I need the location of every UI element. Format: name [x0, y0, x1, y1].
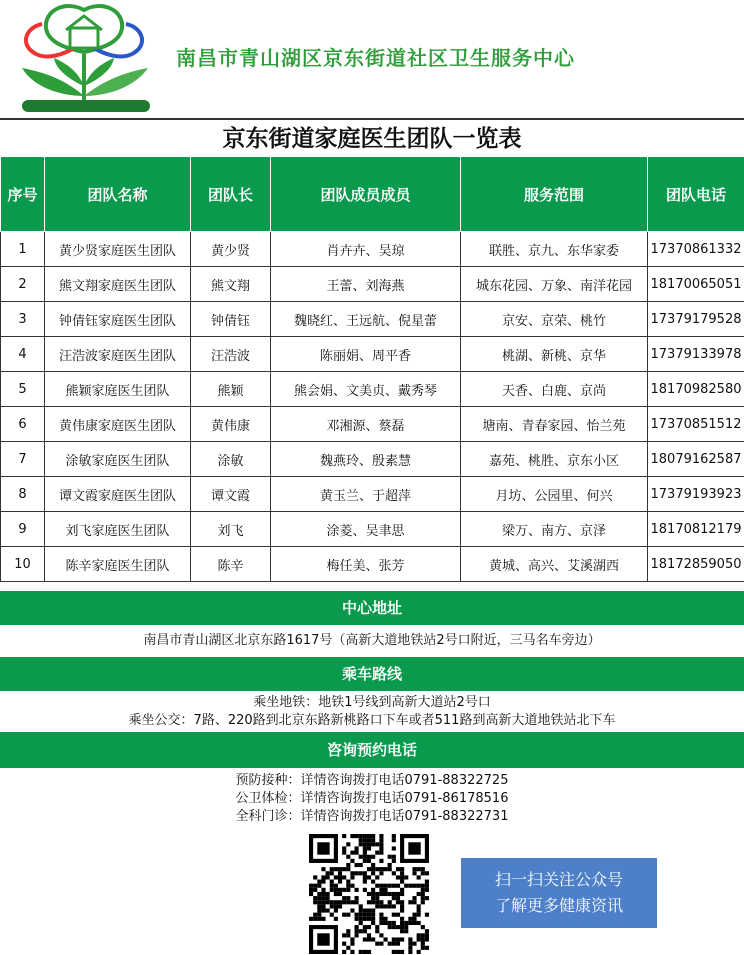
table-cell: 桃湖、新桃、京华	[461, 337, 648, 372]
table-cell: 17379179528	[648, 302, 744, 337]
route-bus: 乘坐公交：7路、220路到北京东路新桃路口下车或者511路到高新大道地铁站北下车	[0, 712, 744, 730]
column-header: 团队成员成员	[271, 157, 461, 232]
team-table	[0, 156, 744, 582]
consult-line: 全科门诊：详情咨询拨打电话0791-88322731	[0, 808, 744, 826]
table-cell: 黄少贤家庭医生团队	[45, 232, 191, 267]
table-row	[1, 442, 744, 477]
table-cell: 汪浩波	[191, 337, 271, 372]
table-cell: 8	[1, 477, 45, 512]
table-cell: 10	[1, 547, 45, 582]
table-cell: 邓湘源、蔡磊	[271, 407, 461, 442]
table-cell: 17379193923	[648, 477, 744, 512]
table-cell: 黄玉兰、于超萍	[271, 477, 461, 512]
table-cell: 肖卉卉、吴琼	[271, 232, 461, 267]
table-cell: 黄伟康家庭医生团队	[45, 407, 191, 442]
table-cell: 京安、京荣、桃竹	[461, 302, 648, 337]
table-cell: 陈辛	[191, 547, 271, 582]
table-cell: 18170065051	[648, 267, 744, 302]
center-logo	[14, 2, 156, 114]
address-text: 南昌市青山湖区北京东路1617号（高新大道地铁站2号口附近，三马名车旁边）	[0, 627, 744, 655]
table-cell: 17370851512	[648, 407, 744, 442]
route-heading: 乘车路线	[0, 657, 744, 691]
table-cell: 汪浩波家庭医生团队	[45, 337, 191, 372]
table-cell: 熊会娟、文美贞、戴秀琴	[271, 372, 461, 407]
qr-code	[309, 834, 429, 954]
table-cell: 梁万、南方、京泽	[461, 512, 648, 547]
table-cell: 3	[1, 302, 45, 337]
table-cell: 18079162587	[648, 442, 744, 477]
table-cell: 嘉苑、桃胜、京东小区	[461, 442, 648, 477]
table-cell: 梅任美、张芳	[271, 547, 461, 582]
document-title: 京东街道家庭医生团队一览表	[0, 118, 744, 156]
table-cell: 城东花园、万象、南洋花园	[461, 267, 648, 302]
table-cell: 熊颖家庭医生团队	[45, 372, 191, 407]
table-cell: 18170982580	[648, 372, 744, 407]
table-row	[1, 267, 744, 302]
table-cell: 2	[1, 267, 45, 302]
table-cell: 谭文霞	[191, 477, 271, 512]
table-cell: 涂敏家庭医生团队	[45, 442, 191, 477]
table-row	[1, 547, 744, 582]
table-cell: 17370861332	[648, 232, 744, 267]
table-cell: 熊文翔家庭医生团队	[45, 267, 191, 302]
table-cell: 熊颖	[191, 372, 271, 407]
table-cell: 钟倩钰家庭医生团队	[45, 302, 191, 337]
table-row	[1, 232, 744, 267]
column-header: 团队名称	[45, 157, 191, 232]
table-cell: 联胜、京九、东华家委	[461, 232, 648, 267]
table-row	[1, 337, 744, 372]
table-cell: 17379133978	[648, 337, 744, 372]
table-cell: 塘南、青春家园、怡兰苑	[461, 407, 648, 442]
table-cell: 魏晓红、王远航、倪星蕾	[271, 302, 461, 337]
table-cell: 月坊、公园里、何兴	[461, 477, 648, 512]
consult-line: 预防接种：详情咨询拨打电话0791-88322725	[0, 772, 744, 790]
table-cell: 黄伟康	[191, 407, 271, 442]
header	[0, 0, 744, 118]
table-cell: 7	[1, 442, 45, 477]
table-cell: 刘飞家庭医生团队	[45, 512, 191, 547]
table-cell: 1	[1, 232, 45, 267]
address-heading: 中心地址	[0, 591, 744, 625]
table-cell: 王蕾、刘海燕	[271, 267, 461, 302]
table-row	[1, 407, 744, 442]
table-cell: 黄城、高兴、艾溪湖西	[461, 547, 648, 582]
table-cell: 熊文翔	[191, 267, 271, 302]
promo-box	[461, 858, 657, 928]
table-row	[1, 512, 744, 547]
table-cell: 刘飞	[191, 512, 271, 547]
column-header: 团队电话	[648, 157, 744, 232]
table-cell: 黄少贤	[191, 232, 271, 267]
table-row	[1, 302, 744, 337]
table-row	[1, 477, 744, 512]
route-metro: 乘坐地铁：地铁1号线到高新大道站2号口	[0, 694, 744, 712]
table-cell: 谭文霞家庭医生团队	[45, 477, 191, 512]
table-row	[1, 372, 744, 407]
table-header-row	[1, 157, 744, 232]
table-cell: 18172859050	[648, 547, 744, 582]
consult-heading: 咨询预约电话	[0, 732, 744, 768]
column-header: 团队长	[191, 157, 271, 232]
column-header: 服务范围	[461, 157, 648, 232]
promo-line: 了解更多健康资讯	[494, 896, 623, 915]
table-cell: 5	[1, 372, 45, 407]
table-cell: 涂敏	[191, 442, 271, 477]
table-cell: 涂菱、吴聿思	[271, 512, 461, 547]
promo-line: 扫一扫关注公众号	[494, 870, 623, 889]
table-cell: 9	[1, 512, 45, 547]
table-cell: 天香、白鹿、京尚	[461, 372, 648, 407]
table-cell: 18170812179	[648, 512, 744, 547]
table-cell: 陈辛家庭医生团队	[45, 547, 191, 582]
table-cell: 4	[1, 337, 45, 372]
team-table-body	[1, 232, 744, 582]
consult-line: 公卫体检：详情咨询拨打电话0791-86178516	[0, 790, 744, 808]
table-cell: 钟倩钰	[191, 302, 271, 337]
center-name: 南昌市青山湖区京东街道社区卫生服务中心	[176, 46, 575, 70]
table-cell: 陈丽娟、周平香	[271, 337, 461, 372]
table-cell: 魏燕玲、殷素慧	[271, 442, 461, 477]
column-header: 序号	[1, 157, 45, 232]
table-cell: 6	[1, 407, 45, 442]
